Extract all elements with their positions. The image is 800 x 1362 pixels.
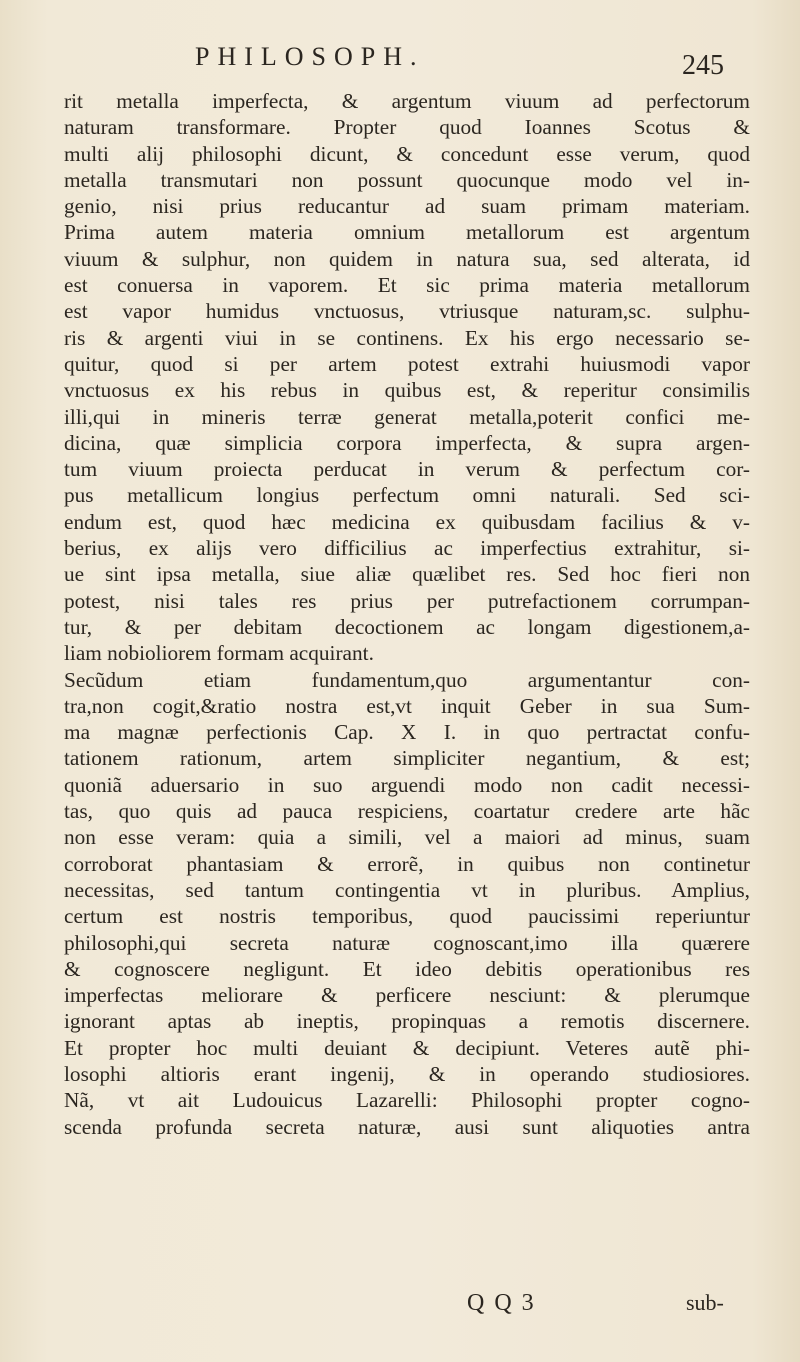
text-line: Secũdum etiam fundamentum,quo argumentantur con- (64, 667, 750, 692)
text-line: metalla transmutari non possunt quocunque modo vel in- (64, 167, 750, 192)
text-line: ma magnæ perfectionis Cap. X I. in quo pertractat confu- (64, 720, 750, 745)
text-line: non esse veram: quia a simili, vel a maiori ad minus, suam (64, 825, 750, 850)
text-line: corroborat phantasiam & errorẽ, in quibus non continetur (64, 851, 750, 876)
text-line: scenda profunda secreta naturæ, ausi sunt aliquoties antra (64, 1114, 750, 1139)
text-line: necessitas, sed tantum contingentia vt in pluribus. Amplius, (64, 877, 750, 902)
text-line: liam nobioliorem formam acquirant. (64, 641, 374, 666)
text-line: & cognoscere negligunt. Et ideo debitis operationibus res (64, 956, 750, 981)
text-line: losophi altioris erant ingenij, & in operando studiosiores. (64, 1061, 750, 1086)
running-title: PHILOSOPH. (195, 42, 425, 71)
page-number: 245 (682, 50, 724, 81)
text-line: ignorant aptas ab ineptis, propinquas a remotis discernere. (64, 1009, 750, 1034)
text-line: ue sint ipsa metalla, siue aliæ quælibet res. Sed hoc fieri non (64, 562, 750, 587)
text-line: vnctuosus ex his rebus in quibus est, & reperitur consimilis (64, 378, 750, 403)
text-line: tra,non cogit,&ratio nostra est,vt inquit Geber in sua Sum- (64, 693, 750, 718)
text-line: dicina, quæ simplicia corpora imperfecta, & supra argen- (64, 430, 750, 455)
text-line: endum est, quod hæc medicina ex quibusdam facilius & v- (64, 509, 750, 534)
catchword: sub- (686, 1290, 724, 1315)
text-line: Et propter hoc multi deuiant & decipiunt. Veteres autẽ phi- (64, 1035, 750, 1060)
text-line: quitur, quod si per artem potest extrahi huiusmodi vapor (64, 351, 750, 376)
text-line: est conuersa in vaporem. Et sic prima materia metallorum (64, 273, 750, 298)
body-text (64, 88, 750, 1140)
text-line: certum est nostris temporibus, quod paucissimi reperiuntur (64, 904, 750, 929)
page-header (0, 42, 800, 92)
text-line: tur, & per debitam decoctionem ac longam digestionem,a- (64, 614, 750, 639)
text-line: tas, quo quis ad pauca respiciens, coartatur credere arte hãc (64, 799, 750, 824)
text-line: genio, nisi prius reducantur ad suam primam materiam. (64, 194, 750, 219)
text-line: berius, ex alijs vero difficilius ac imperfectius extrahitur, si- (64, 536, 750, 561)
text-line: Prima autem materia omnium metallorum est argentum (64, 220, 750, 245)
text-line: Nã, vt ait Ludouicus Lazarelli: Philosophi propter cogno- (64, 1088, 750, 1113)
text-line: rit metalla imperfecta, & argentum viuum ad perfectorum (64, 89, 750, 113)
text-line: illi,qui in mineris terræ generat metalla,poterit confici me- (64, 404, 750, 429)
text-line: imperfectas meliorare & perficere nesciunt: & plerumque (64, 983, 750, 1008)
text-line: tationem rationum, artem simpliciter negantium, & est; (64, 746, 750, 771)
signature-mark: Q Q 3 (467, 1290, 536, 1316)
page-footer (0, 1290, 800, 1330)
text-line: pus metallicum longius perfectum omni naturali. Sed sci- (64, 483, 750, 508)
text-line: est vapor humidus vnctuosus, vtriusque naturam,sc. sulphu- (64, 299, 750, 324)
text-line: ris & argenti viui in se continens. Ex his ergo necessario se- (64, 325, 750, 350)
text-line: philosophi,qui secreta naturæ cognoscant,imo illa quærere (64, 930, 750, 955)
text-line: viuum & sulphur, non quidem in natura sua, sed alterata, id (64, 246, 750, 271)
text-line: quoniã aduersario in suo arguendi modo non cadit necessi- (64, 772, 750, 797)
text-line: tum viuum proiecta perducat in verum & perfectum cor- (64, 457, 750, 482)
text-line: multi alij philosophi dicunt, & concedunt esse verum, quod (64, 141, 750, 166)
text-line: naturam transformare. Propter quod Ioannes Scotus & (64, 115, 750, 140)
text-line: potest, nisi tales res prius per putrefactionem corrumpan- (64, 588, 750, 613)
